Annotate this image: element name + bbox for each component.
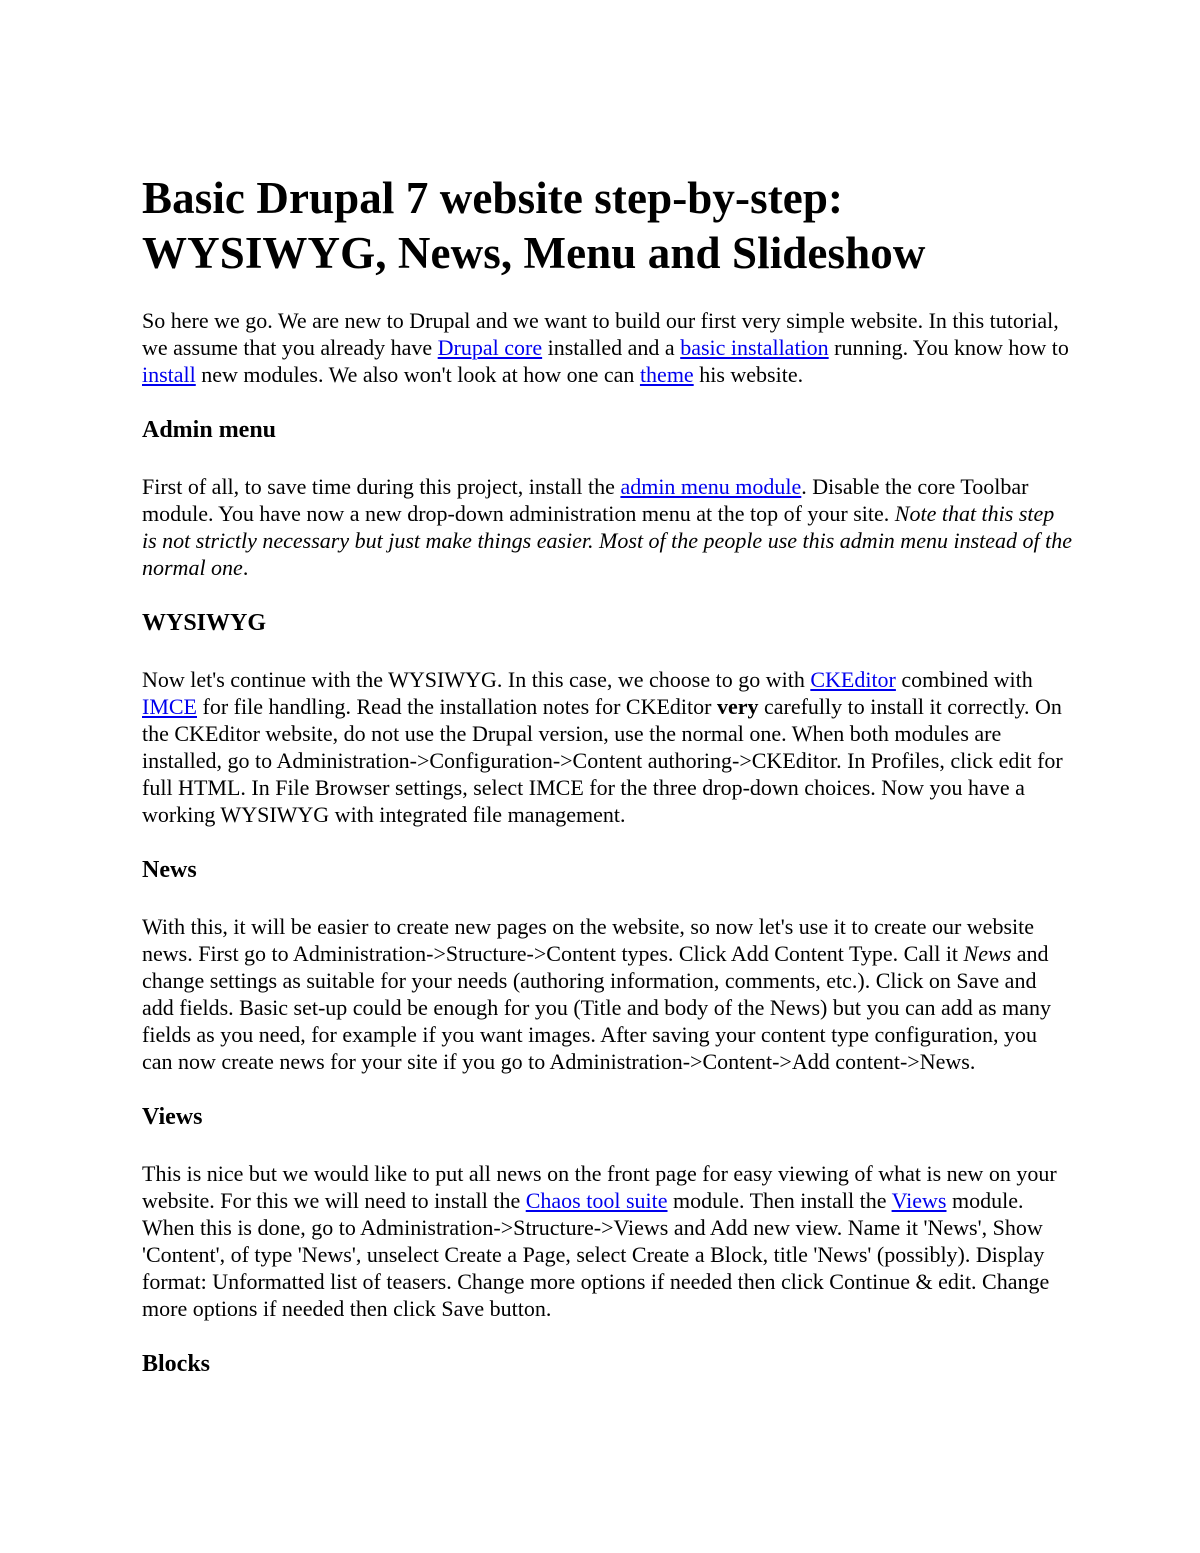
admin-menu-text-3: .: [242, 555, 249, 580]
intro-paragraph: [142, 307, 1072, 388]
intro-text-4: new modules. We also won't look at how one can: [195, 362, 640, 387]
news-text-1: With this, it will be easier to create new pages on the website, so now let's use it to create our website news. First go to Administration->Structure->Content types. Click Add Content Type. Call it: [142, 914, 1034, 966]
views-text-2: module. Then install the: [667, 1188, 892, 1213]
wysiwyg-bold-very: very: [716, 694, 759, 719]
wysiwyg-text-4: carefully to install it correctly. On the CKEditor website, do not use the Drupal version, use the normal one. When both modules are installed, go to Administration->Configuration->Content authoring->CKEditor. In Profiles, click edit for full HTML. In File Browser settings, select IMCE for the three drop-down choices. Now you have a working WYSIWYG with integrated file management.: [142, 694, 1063, 827]
document-content: [142, 171, 1072, 1378]
wysiwyg-paragraph: [142, 666, 1072, 828]
admin-menu-note: Note that this step is not strictly necessary but just make things easier. Most of the people use this admin menu instead of the normal one: [142, 501, 1072, 580]
wysiwyg-text-3: for file handling. Read the installation notes for CKEditor: [197, 694, 717, 719]
intro-text-1: So here we go. We are new to Drupal and we want to build our first very simple website. In this tutorial, we assume that you already have: [142, 308, 1059, 360]
views-text-3: module. When this is done, go to Administration->Structure->Views and Add new view. Name it 'News', Show 'Content', of type 'News', unselect Create a Page, select Create a Block, title 'News' (possibly). Display format: Unformatted list of teasers. Change more options if needed then click Continue & edit. Change more options if needed then click Save button.: [142, 1188, 1050, 1321]
news-text-2: and change settings as suitable for your needs (authoring information, comments, etc.). Click on Save and add fields. Basic set-up could be enough for you (Title and body of the News) but you can add as many fields as you need, for example if you want images. After saving your content type configuration, you can now create news for your site if you go to Administration->Content->Add content->News.: [142, 941, 1051, 1074]
intro-text-2: installed and a: [542, 335, 681, 360]
theme-link[interactable]: theme: [639, 362, 694, 387]
install-link[interactable]: install: [142, 362, 196, 387]
news-italic-news: News: [963, 941, 1012, 966]
blocks-heading: Blocks: [142, 1351, 211, 1377]
wysiwyg-heading: WYSIWYG: [142, 610, 267, 636]
intro-text-3: running. You know how to: [828, 335, 1069, 360]
intro-text-5: his website.: [693, 362, 804, 387]
ckeditor-link[interactable]: CKEditor: [810, 667, 896, 692]
views-link[interactable]: Views: [891, 1188, 947, 1213]
drupal-core-link[interactable]: Drupal core: [437, 335, 543, 360]
admin-menu-paragraph: [142, 473, 1072, 581]
views-heading: Views: [142, 1104, 203, 1130]
admin-menu-text-2: . Disable the core Toolbar module. You have now a new drop-down administration menu at the top of your site.: [142, 474, 1029, 526]
page-title: [142, 171, 1072, 281]
page-title-line-1: Basic Drupal 7 website step-by-step:: [142, 173, 844, 223]
wysiwyg-text-2: combined with: [895, 667, 1033, 692]
views-text-1: This is nice but we would like to put all news on the front page for easy viewing of what is new on your website. For this we will need to install the: [142, 1161, 1057, 1213]
news-heading: News: [142, 857, 197, 883]
page-title-line-2: WYSIWYG, News, Menu and Slideshow: [142, 228, 926, 278]
views-paragraph: [142, 1160, 1072, 1322]
admin-menu-text-1: First of all, to save time during this project, install the: [142, 474, 621, 499]
basic-installation-link[interactable]: basic installation: [680, 335, 829, 360]
wysiwyg-text-1: Now let's continue with the WYSIWYG. In this case, we choose to go with: [142, 667, 811, 692]
chaos-tool-suite-link[interactable]: Chaos tool suite: [525, 1188, 668, 1213]
imce-link[interactable]: IMCE: [142, 694, 197, 719]
admin-menu-module-link[interactable]: admin menu module: [620, 474, 802, 499]
news-paragraph: [142, 913, 1072, 1075]
admin-menu-heading: Admin menu: [142, 417, 277, 443]
